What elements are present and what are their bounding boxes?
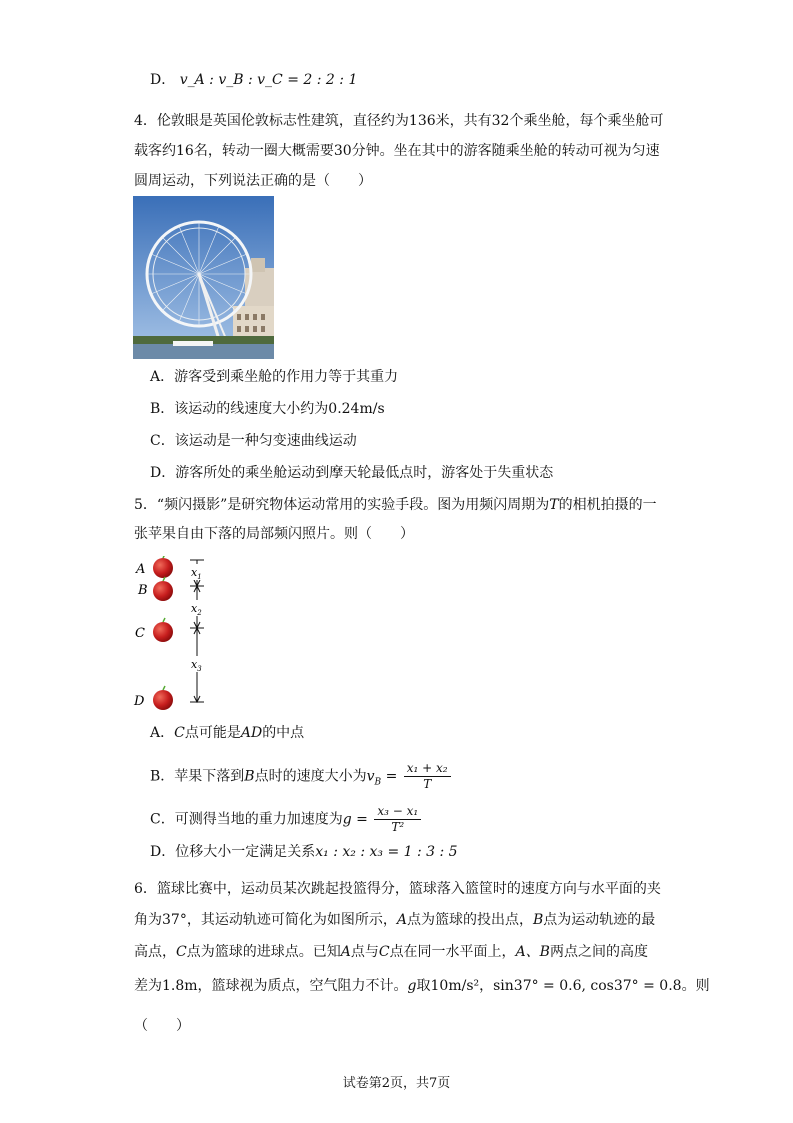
q5-stem-text: 5．“频闪摄影”是研究物体运动常用的实验手段。图为用频闪周期为: [134, 497, 550, 513]
q4-option-d: D．游客所处的乘坐舱运动到摩天轮最低点时，游客处于失重状态: [150, 465, 554, 481]
option-text: 点可能是: [184, 725, 241, 741]
fraction-denominator: T²: [391, 820, 405, 834]
segment-symbol: AD: [240, 725, 263, 741]
stem-text: 点为篮球的投出点，: [406, 912, 533, 928]
q4-option-c: C．该运动是一种匀变速曲线运动: [150, 433, 357, 449]
x2-label: $x_2$: [191, 602, 202, 617]
q5-option-a: [150, 723, 304, 743]
prev-option-d: [150, 70, 357, 90]
fraction-denominator: T: [423, 777, 432, 791]
q5-stem-line1: [134, 495, 657, 515]
gravity-symbol: g: [342, 811, 352, 828]
velocity-symbol: v: [366, 768, 375, 785]
stem-text: 差为1.8m，篮球视为质点，空气阻力不计。: [134, 978, 408, 994]
stem-text: 两点之间的高度: [549, 944, 648, 960]
point-symbol: C: [174, 725, 185, 741]
apple-a: [153, 556, 173, 578]
x1-label: $x_1$: [191, 566, 202, 581]
option-text: 点时的速度大小为: [254, 768, 367, 785]
q6-stem-line5: （ ）: [134, 1018, 190, 1034]
page-footer: 试卷第2页，共7页: [342, 1076, 451, 1091]
stem-text: 点为篮球的进球点。已知: [186, 944, 341, 960]
q6-stem-line1: 6．篮球比赛中，运动员某次跳起投篮得分，篮球落入篮筐时的速度方向与水平面的夹: [134, 881, 661, 897]
stem-text: 高点，: [134, 944, 176, 960]
velocity-ratio-formula: v_A : v_B : v_C = 2 : 2 : 1: [179, 72, 358, 88]
q4-stem-line3: 圆周运动，下列说法正确的是（ ）: [134, 173, 372, 189]
x3-label: $x_3$: [191, 658, 202, 673]
option-text: D．位移大小一定满足关系: [150, 844, 316, 860]
point-symbols: A、B: [515, 944, 550, 960]
q6-stem-line4: [134, 976, 710, 996]
london-eye-photo: [133, 196, 274, 359]
point-symbol: C: [176, 944, 187, 960]
stem-text: 点在同一水平面上，: [389, 944, 516, 960]
gravity-symbol: g: [407, 978, 417, 994]
stem-text: 角为37°，其运动轨迹可简化为如图所示，: [134, 912, 397, 928]
apple-b: [153, 577, 173, 601]
q5-stem-line2: 张苹果自由下落的局部频闪照片。则（ ）: [134, 526, 414, 542]
apple-strobe-figure: [130, 556, 220, 716]
point-symbol: B: [244, 768, 255, 785]
q5-option-b: B．苹果下落到B点时的速度大小为$v_B$ = $\frac{\text{x₁ + x₂}}{T}$: [150, 761, 451, 792]
apple-c: [153, 618, 173, 642]
option-text: A．: [150, 725, 175, 741]
q5-option-c: C．可测得当地的重力加速度为g = $\frac{\text{x₃ − x₁}}{\text{T²}}$: [150, 804, 421, 835]
point-symbol: B: [532, 912, 544, 928]
velocity-subscript: B: [374, 777, 382, 788]
point-symbol: A: [396, 912, 407, 928]
velocity-fraction: [404, 761, 451, 792]
displacement-ratio-formula: x₁ : x₂ : x₃ = 1 : 3 : 5: [315, 844, 458, 860]
q5-option-d: [150, 842, 458, 862]
q4-option-a: A．游客受到乘坐舱的作用力等于其重力: [150, 369, 399, 385]
q6-stem-line3: [134, 942, 648, 962]
option-text: 的中点: [262, 725, 305, 741]
q6-stem-line2: [134, 910, 655, 930]
fraction-numerator: x₃ − x₁: [374, 804, 421, 820]
apple-d: [153, 686, 173, 710]
gravity-fraction: [374, 804, 421, 835]
option-text: C．可测得当地的重力加速度为: [150, 811, 343, 828]
point-symbol: C: [378, 944, 390, 960]
option-text: B．苹果下落到: [150, 768, 245, 785]
period-symbol: T: [549, 497, 559, 513]
stem-text: 取10m/s²，sin37° = 0.6, cos37° = 0.8。则: [416, 978, 710, 994]
point-label-a: A: [136, 562, 146, 577]
stem-text: 点为运动轨迹的最: [543, 912, 656, 928]
point-label-c: C: [135, 626, 145, 641]
point-label-b: B: [138, 583, 148, 598]
fraction-numerator: x₁ + x₂: [404, 761, 451, 777]
q4-stem-line2: 载客约16名，转动一圈大概需要30分钟。坐在其中的游客随乘坐舱的转动可视为匀速: [134, 143, 660, 159]
point-label-d: D: [134, 694, 145, 709]
q4-stem-line1: 4．伦敦眼是英国伦敦标志性建筑，直径约为136米，共有32个乘坐舱，每个乘坐舱可: [134, 113, 664, 129]
stem-text: 点与: [350, 944, 379, 960]
point-symbol: A: [340, 944, 351, 960]
option-label: D．: [150, 72, 176, 88]
q5-stem-text-b: 的相机拍摄的一: [558, 497, 657, 513]
q4-option-b: B．该运动的线速度大小约为0.24m/s: [150, 401, 385, 417]
